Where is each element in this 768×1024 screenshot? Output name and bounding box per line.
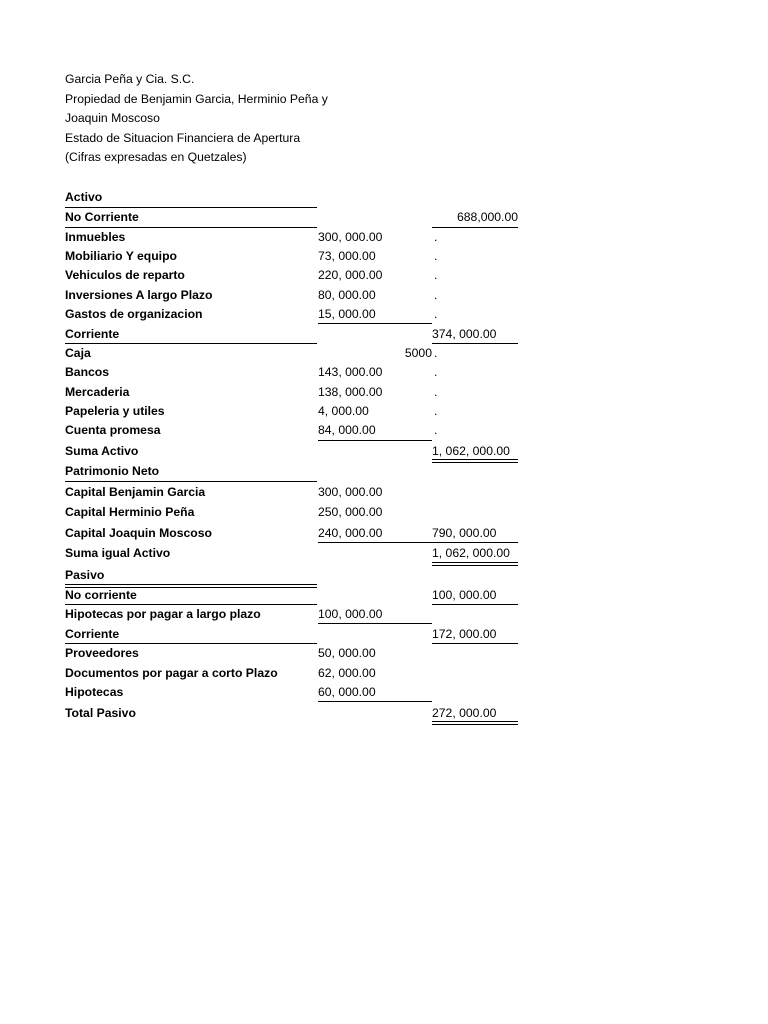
section-patrimonio <box>0 461 768 481</box>
row-total: 790, 000.00 <box>432 526 497 540</box>
row-label: Suma igual Activo <box>65 546 171 560</box>
row-capital-pena <box>0 502 768 522</box>
row-amount: 220, 000.00 <box>318 268 383 282</box>
row-label: Inversiones A largo Plazo <box>65 288 213 302</box>
section-title: Patrimonio Neto <box>65 464 160 478</box>
row-gastos <box>0 304 768 324</box>
row-proveedores <box>0 643 768 663</box>
row-amount: 80, 000.00 <box>318 288 376 302</box>
row-vehiculos <box>0 265 768 285</box>
statement-title: Estado de Situacion Financiera de Apertura <box>65 130 301 145</box>
row-label: Hipotecas por pagar a largo plazo <box>65 607 261 621</box>
row-total: 172, 000.00 <box>432 627 497 641</box>
row-amount: 138, 000.00 <box>318 385 383 399</box>
row-label: Corriente <box>65 627 120 641</box>
owners-line: Propiedad de Benjamin Garcia, Herminio Peña y <box>65 91 328 106</box>
row-total: 374, 000.00 <box>432 327 497 341</box>
row-mobiliario <box>0 246 768 266</box>
row-pasivo-no-corriente <box>0 585 768 605</box>
row-amount: 62, 000.00 <box>318 666 376 680</box>
row-cuenta-promesa <box>0 420 768 440</box>
row-pasivo-corriente <box>0 624 768 644</box>
row-label: Capital Herminio Peña <box>65 505 195 519</box>
row-label: Documentos por pagar a corto Plazo <box>65 666 278 680</box>
row-mark: . <box>434 385 438 399</box>
row-caja <box>0 343 768 363</box>
row-capital-moscoso <box>0 523 768 543</box>
row-label: Cuenta promesa <box>65 423 161 437</box>
row-no-corriente <box>0 207 768 227</box>
row-label: Hipotecas <box>65 685 124 699</box>
row-capital-garcia <box>0 482 768 502</box>
row-amount: 250, 000.00 <box>318 505 383 519</box>
section-activo <box>0 187 768 207</box>
row-total: 100, 000.00 <box>432 588 497 602</box>
row-amount: 143, 000.00 <box>318 365 383 379</box>
row-amount: 300, 000.00 <box>318 485 383 499</box>
row-label: Capital Joaquin Moscoso <box>65 526 212 540</box>
row-label: Mobiliario Y equipo <box>65 249 177 263</box>
row-mark: . <box>434 365 438 379</box>
company-name: Garcia Peña y Cia. S.C. <box>65 72 195 86</box>
row-amount: 73, 000.00 <box>318 249 376 263</box>
row-label: Suma Activo <box>65 444 139 458</box>
section-pasivo <box>0 565 768 585</box>
row-amount: 84, 000.00 <box>318 423 376 437</box>
row-label: Total Pasivo <box>65 706 136 720</box>
row-corriente <box>0 324 768 344</box>
row-suma-activo <box>0 441 768 461</box>
row-mark: . <box>434 346 438 360</box>
row-label: Inmuebles <box>65 230 126 244</box>
row-mark: . <box>434 423 438 437</box>
row-hipotecas-lp <box>0 604 768 624</box>
row-amount: 60, 000.00 <box>318 685 376 699</box>
row-hipotecas <box>0 682 768 702</box>
row-bancos <box>0 362 768 382</box>
row-mark: . <box>434 288 438 302</box>
row-mark: . <box>434 230 438 244</box>
row-amount: 4, 000.00 <box>318 404 369 418</box>
row-mark: . <box>434 404 438 418</box>
document-header <box>65 70 328 168</box>
row-amount: 50, 000.00 <box>318 646 376 660</box>
row-label: No corriente <box>65 588 137 602</box>
row-label: Caja <box>65 346 91 360</box>
row-amount: 15, 000.00 <box>318 307 376 321</box>
row-total: 272, 000.00 <box>432 706 497 720</box>
row-label: Mercaderia <box>65 385 130 399</box>
row-label: Gastos de organizacion <box>65 307 203 321</box>
row-total: 1, 062, 000.00 <box>432 546 510 560</box>
row-inmuebles <box>0 227 768 247</box>
row-suma-igual-activo <box>0 543 768 563</box>
row-label: Papeleria y utiles <box>65 404 165 418</box>
row-label: Vehiculos de reparto <box>65 268 185 282</box>
currency-note: (Cifras expresadas en Quetzales) <box>65 150 247 165</box>
row-label: Corriente <box>65 327 120 341</box>
section-title: Pasivo <box>65 568 105 582</box>
rule <box>318 701 432 702</box>
row-amount: 240, 000.00 <box>318 526 383 540</box>
row-label: No Corriente <box>65 210 139 224</box>
row-mark: . <box>434 307 438 321</box>
row-papeleria <box>0 401 768 421</box>
row-inversiones <box>0 285 768 305</box>
row-amount: 300, 000.00 <box>318 230 383 244</box>
row-label: Bancos <box>65 365 110 379</box>
owners-line-cont: Joaquin Moscoso <box>65 111 160 126</box>
row-mark: . <box>434 249 438 263</box>
double-rule <box>432 721 518 725</box>
row-mercaderia <box>0 382 768 402</box>
row-documentos <box>0 663 768 683</box>
row-label: Proveedores <box>65 646 139 660</box>
row-total-pasivo <box>0 703 768 723</box>
row-amount: 100, 000.00 <box>318 607 383 621</box>
section-title: Activo <box>65 190 103 204</box>
row-mark: . <box>434 268 438 282</box>
row-total: 1, 062, 000.00 <box>432 444 510 458</box>
row-amount: 5000 <box>404 346 432 360</box>
row-label: Capital Benjamin Garcia <box>65 485 206 499</box>
row-total: 688,000.00 <box>457 210 518 224</box>
